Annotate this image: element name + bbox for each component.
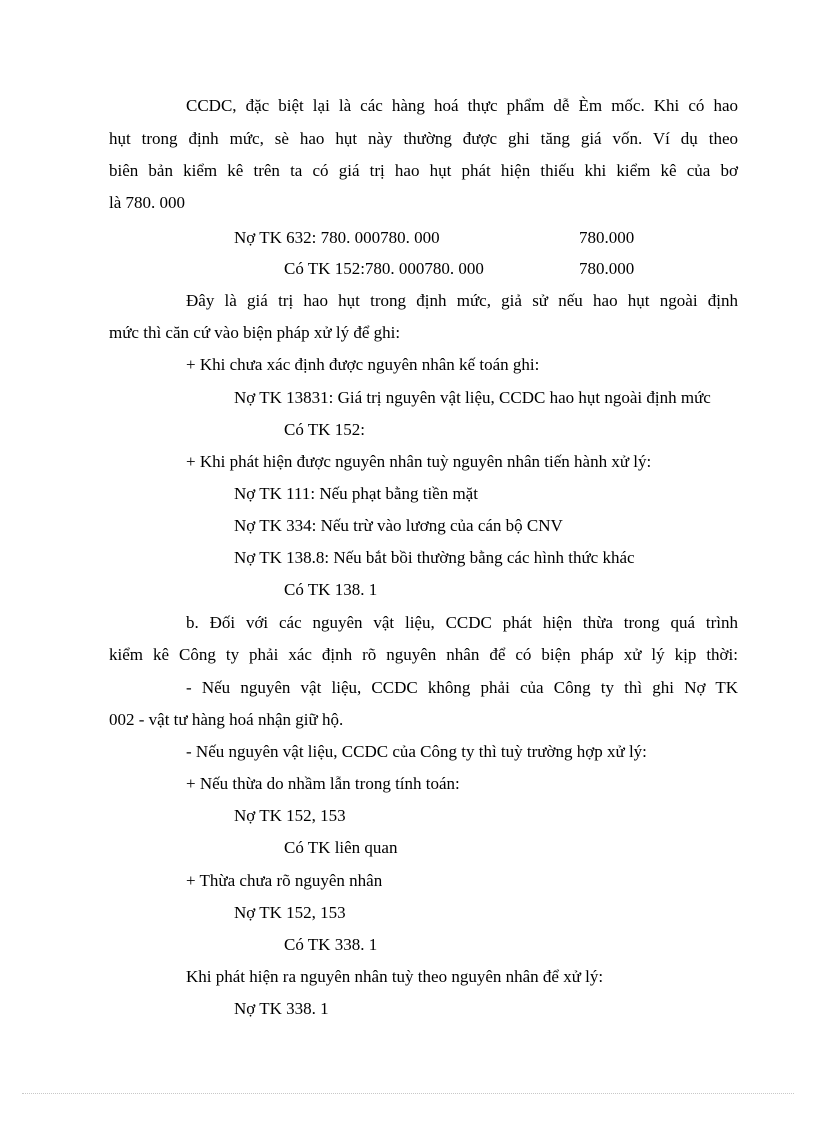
- entry-credit-152: Có TK 152:780. 000780. 000: [284, 259, 484, 278]
- paragraph-not-company-2: 002 - vật tư hàng hoá nhận giữ hộ.: [109, 710, 344, 729]
- entry-credit-related: Có TK liên quan: [284, 838, 398, 857]
- entry-credit-1381: Có TK 138. 1: [284, 580, 378, 599]
- entry-debit-13831: Nợ TK 13831: Giá trị nguyên vật liệu, CCDC hao hụt ngoài định mức: [234, 388, 711, 407]
- amount-debit-632: 780.000: [579, 228, 635, 247]
- paragraph-line-1: CCDC, đặc biệt lại là các hàng hoá thực phẩm dễ Èm mốc. Khi có hao: [186, 96, 738, 115]
- case-known-cause: + Khi phát hiện được nguyên nhân tuỳ nguyên nhân tiến hành xử lý:: [186, 452, 652, 471]
- paragraph-line-2: hụt trong định mức, sè hao hụt này thường được ghi tăng giá vốn. Ví dụ theo: [109, 129, 738, 148]
- case-calculation-error: + Nếu thừa do nhầm lẫn trong tính toán:: [186, 774, 460, 793]
- paragraph-not-company-1: - Nếu nguyên vật liệu, CCDC không phải của Công ty thì ghi Nợ TK: [186, 678, 738, 697]
- paragraph-line-4: là 780. 000: [109, 193, 186, 212]
- case-unknown-cause: + Khi chưa xác định được nguyên nhân kế toán ghi:: [186, 355, 540, 374]
- entry-debit-334: Nợ TK 334: Nếu trừ vào lương của cán bộ CNV: [234, 516, 563, 535]
- paragraph-line-8: mức thì căn cứ vào biện pháp xử lý để ghi:: [109, 323, 401, 342]
- paragraph-company-case: - Nếu nguyên vật liệu, CCDC của Công ty thì tuỳ trường hợp xử lý:: [186, 742, 647, 761]
- case-surplus-unknown: + Thừa chưa rõ nguyên nhân: [186, 871, 383, 890]
- entry-debit-152-153: Nợ TK 152, 153: [234, 806, 346, 825]
- amount-credit-152: 780.000: [579, 259, 635, 278]
- page-bottom-divider: [22, 1093, 794, 1094]
- paragraph-line-7: Đây là giá trị hao hụt trong định mức, giả sử nếu hao hụt ngoài định: [186, 291, 738, 310]
- entry-credit-3381: Có TK 338. 1: [284, 935, 378, 954]
- entry-credit-152-b: Có TK 152:: [284, 420, 365, 439]
- entry-debit-152-153-b: Nợ TK 152, 153: [234, 903, 346, 922]
- paragraph-surplus-2: kiểm kê Công ty phải xác định rõ nguyên nhân để có biện pháp xử lý kịp thời:: [109, 645, 738, 664]
- entry-debit-1388: Nợ TK 138.8: Nếu bắt bồi thường bằng các hình thức khác: [234, 548, 635, 567]
- entry-debit-3381: Nợ TK 338. 1: [234, 999, 329, 1018]
- paragraph-resolution: Khi phát hiện ra nguyên nhân tuỳ theo nguyên nhân để xử lý:: [186, 967, 604, 986]
- entry-debit-632: Nợ TK 632: 780. 000780. 000: [234, 228, 440, 247]
- paragraph-surplus-1: b. Đối với các nguyên vật liệu, CCDC phát hiện thừa trong quá trình: [186, 613, 738, 632]
- entry-debit-111: Nợ TK 111: Nếu phạt bằng tiền mặt: [234, 484, 478, 503]
- paragraph-line-3: biên bản kiểm kê trên ta có giá trị hao hụt phát hiện thiếu khi kiểm kê của bơ: [109, 161, 738, 180]
